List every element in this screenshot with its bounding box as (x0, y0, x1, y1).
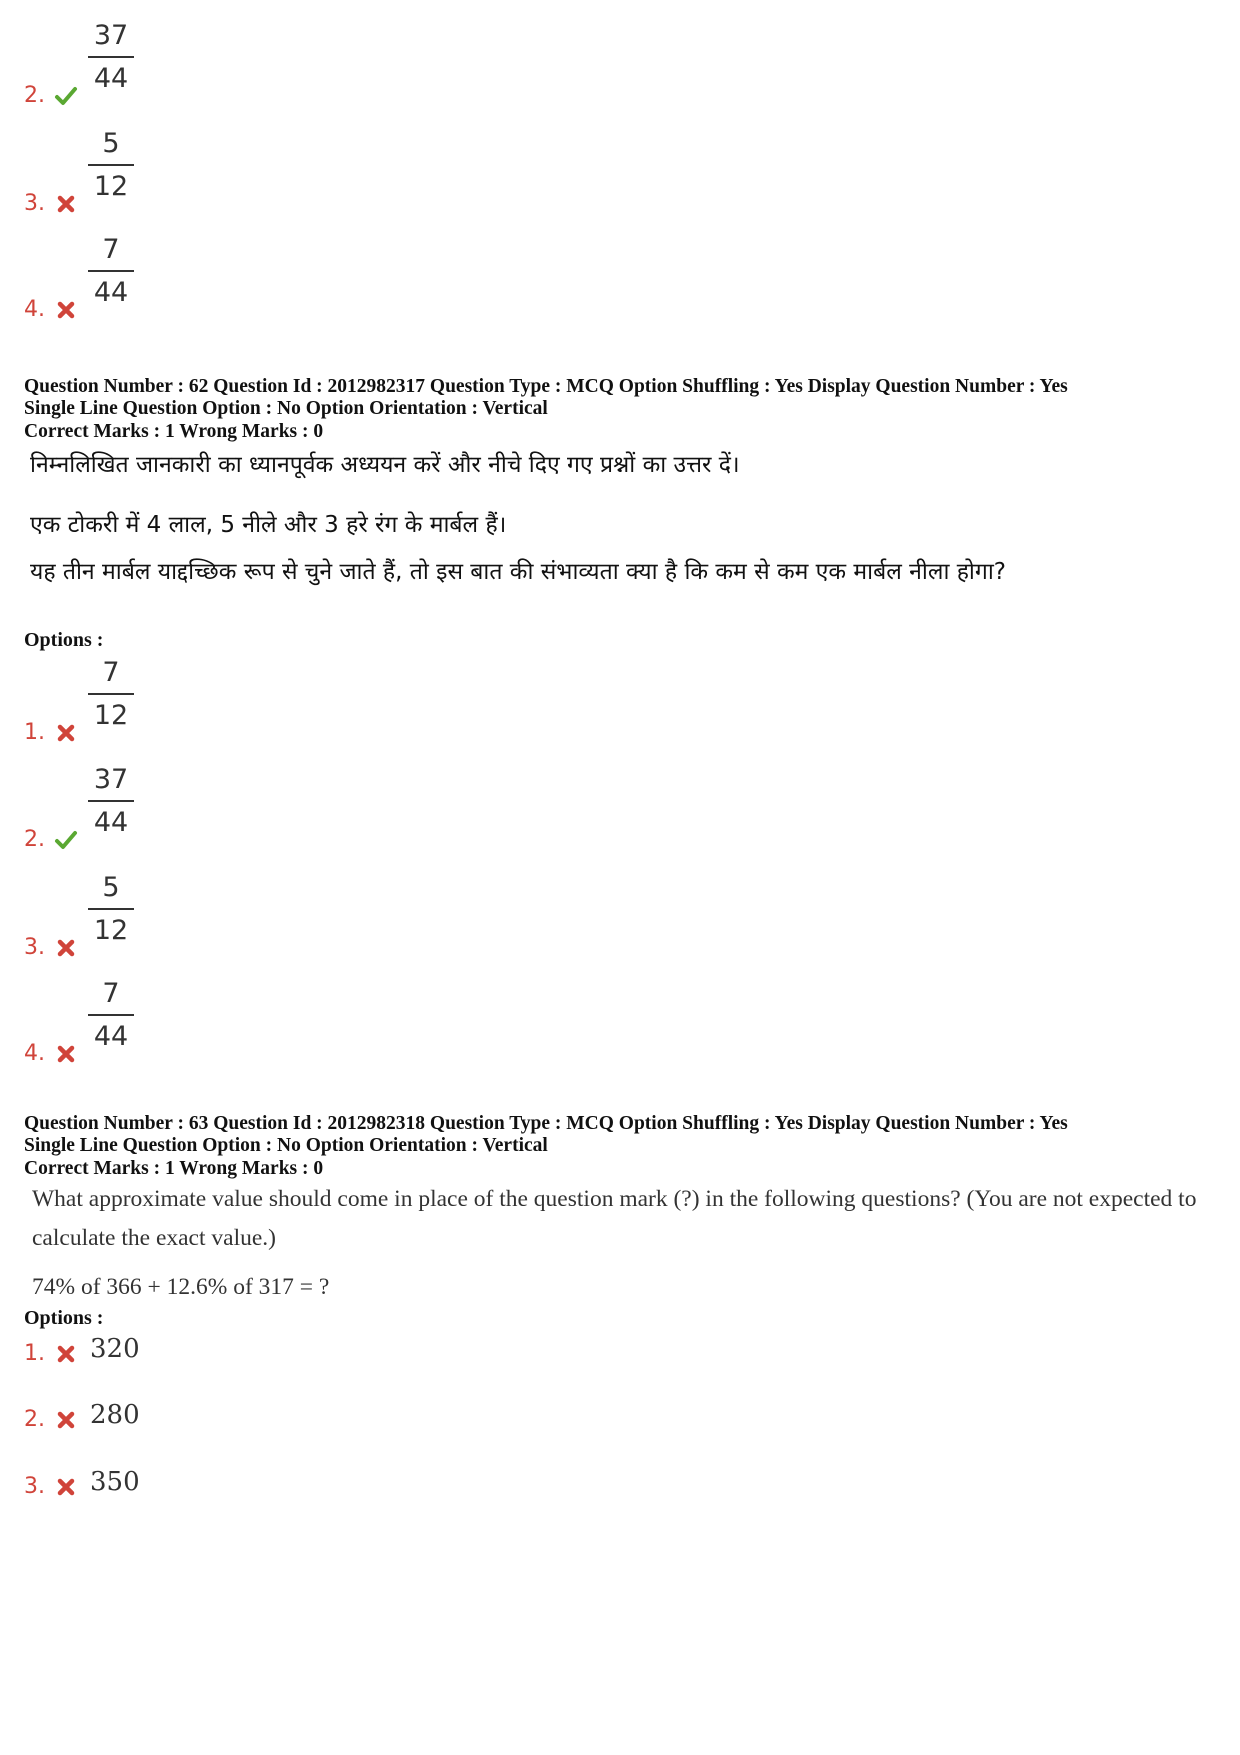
option-number: 3. (24, 935, 45, 960)
fraction-bar (88, 270, 134, 272)
option-number: 2. (24, 827, 45, 852)
numerator: 7 (102, 978, 120, 1009)
option-number: 2. (24, 83, 45, 108)
option-number: 2. (24, 1407, 45, 1432)
fraction-bar (88, 693, 134, 695)
option-row (24, 18, 624, 108)
option-number: 3. (24, 1474, 45, 1499)
question-instruction: निम्नलिखित जानकारी का ध्यानपूर्वक अध्ययन करें और नीचे दिए गए प्रश्नों का उत्तर दें। (30, 452, 740, 478)
fraction (88, 870, 134, 948)
cross-icon (54, 721, 78, 745)
fraction (88, 18, 134, 96)
option-value: 320 (90, 1334, 140, 1364)
question-meta-line2: Single Line Question Option : No Option Orientation : Vertical (24, 1135, 548, 1156)
cross-icon (54, 936, 78, 960)
option-row (24, 1409, 624, 1499)
denominator: 12 (93, 171, 129, 202)
numerator: 7 (102, 234, 120, 265)
numerator: 5 (102, 872, 120, 903)
option-row (24, 655, 624, 745)
question-meta (24, 376, 1224, 420)
fraction (88, 232, 134, 310)
option-number: 1. (24, 720, 45, 745)
numerator: 37 (93, 764, 129, 795)
question-instruction: What approximate value should come in place of the question mark (?) in the following questions? (You are not expected to calculate the exact value.) (32, 1186, 1197, 1251)
question-meta-line2: Single Line Question Option : No Option Orientation : Vertical (24, 398, 548, 419)
denominator: 12 (93, 700, 129, 731)
options-label: Options : (24, 1307, 104, 1329)
numerator: 5 (102, 128, 120, 159)
option-row (24, 232, 624, 322)
question-expression: 74% of 366 + 12.6% of 317 = ? (32, 1274, 330, 1300)
numerator: 37 (93, 20, 129, 51)
option-value: 350 (90, 1467, 140, 1497)
option-row (24, 126, 624, 216)
question-text: यह तीन मार्बल याद्दच्छिक रूप से चुने जाते हैं, तो इस बात की संभाव्यता क्या है कि कम से कम एक मार्बल नीला होगा? (30, 559, 1006, 585)
numerator: 7 (102, 657, 120, 688)
marks-line: Correct Marks : 1 Wrong Marks : 0 (24, 1158, 324, 1179)
question-meta-line1: Question Number : 63 Question Id : 2012982318 Question Type : MCQ Option Shuffling : Yes Display Question Number : Yes (24, 1113, 1068, 1134)
denominator: 44 (93, 807, 129, 838)
options-label: Options : (24, 629, 104, 651)
cross-icon (54, 1042, 78, 1066)
option-row (24, 762, 624, 852)
fraction (88, 976, 134, 1054)
fraction-bar (88, 1014, 134, 1016)
option-number: 4. (24, 1041, 45, 1066)
option-number: 3. (24, 191, 45, 216)
cross-icon (54, 1475, 78, 1499)
fraction-bar (88, 56, 134, 58)
cross-icon (54, 192, 78, 216)
option-row (24, 870, 624, 960)
option-number: 4. (24, 297, 45, 322)
fraction (88, 762, 134, 840)
fraction-bar (88, 164, 134, 166)
option-row (24, 976, 624, 1066)
denominator: 12 (93, 915, 129, 946)
option-number: 1. (24, 1341, 45, 1366)
fraction (88, 126, 134, 204)
question-statement: एक टोकरी में 4 लाल, 5 नीले और 3 हरे रंग के मार्बल हैं। (30, 512, 507, 538)
question-meta-line1: Question Number : 62 Question Id : 2012982317 Question Type : MCQ Option Shuffling : Yes Display Question Number : Yes (24, 376, 1068, 397)
denominator: 44 (93, 63, 129, 94)
denominator: 44 (93, 277, 129, 308)
check-icon (54, 84, 78, 108)
check-icon (54, 828, 78, 852)
cross-icon (54, 298, 78, 322)
option-value: 280 (90, 1400, 140, 1430)
fraction (88, 655, 134, 733)
denominator: 44 (93, 1021, 129, 1052)
fraction-bar (88, 800, 134, 802)
fraction-bar (88, 908, 134, 910)
question-meta (24, 1113, 1224, 1157)
marks-line: Correct Marks : 1 Wrong Marks : 0 (24, 421, 324, 442)
